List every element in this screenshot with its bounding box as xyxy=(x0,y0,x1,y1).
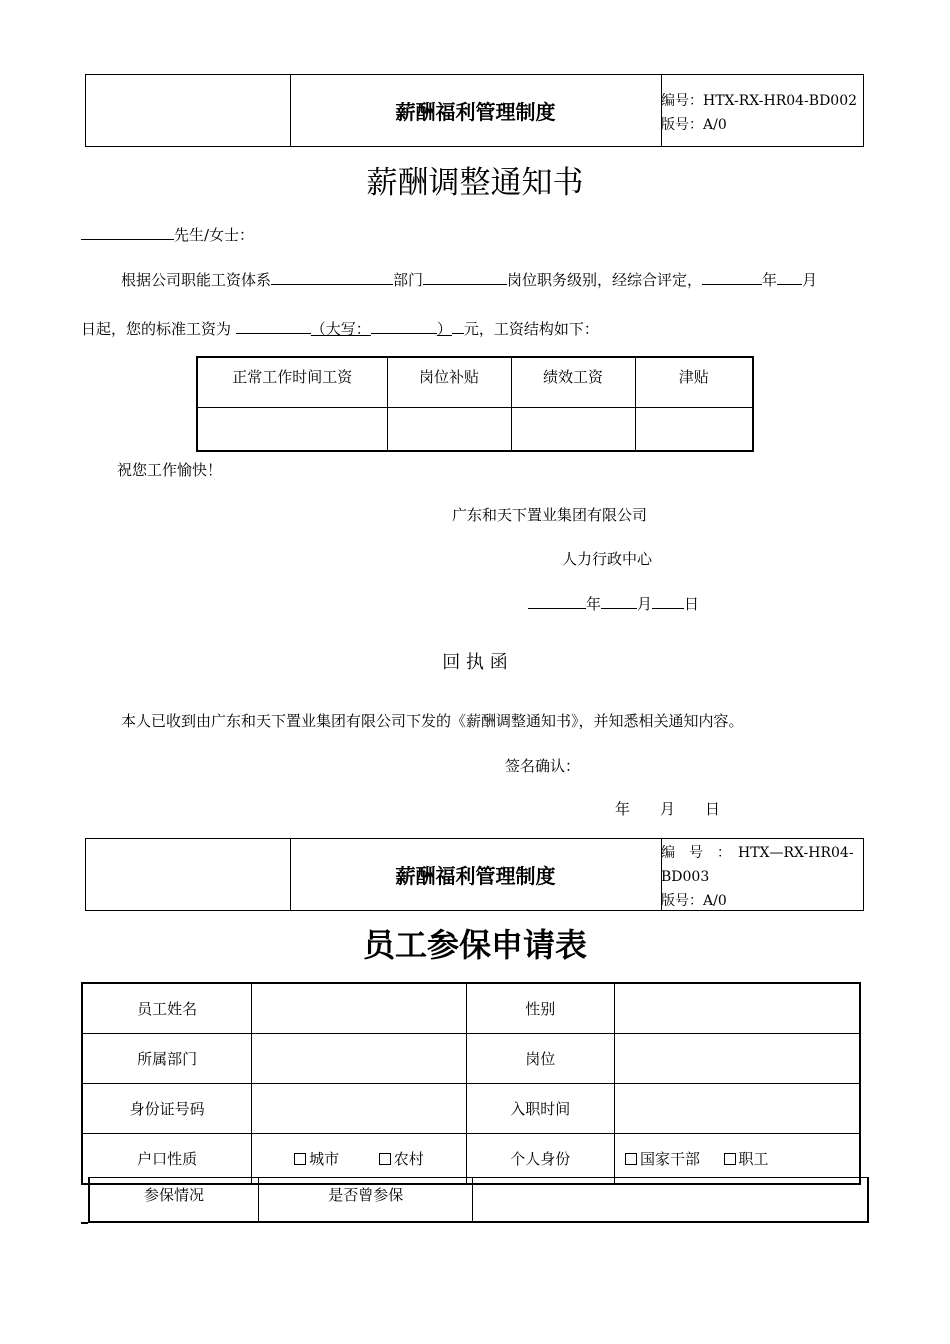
name-blank[interactable] xyxy=(81,223,174,240)
gender-input[interactable] xyxy=(614,983,860,1034)
header-logo-cell xyxy=(86,75,291,146)
p1-month: 月 xyxy=(802,271,818,289)
department-input[interactable] xyxy=(252,1034,466,1084)
field-label: 户口性质 xyxy=(82,1134,252,1185)
field-label: 身份证号码 xyxy=(82,1084,252,1134)
field-label: 入职时间 xyxy=(466,1084,614,1134)
checkbox-rural[interactable] xyxy=(379,1153,391,1165)
name-input[interactable] xyxy=(252,983,466,1034)
sign-confirm: 签名确认： xyxy=(505,757,581,775)
field-label: 性别 xyxy=(466,983,614,1034)
option-label: 农村 xyxy=(393,1150,424,1168)
p1-text-b: 部门 xyxy=(393,271,424,289)
checkbox-cadre[interactable] xyxy=(625,1153,637,1165)
position-input[interactable] xyxy=(614,1034,860,1084)
header-meta xyxy=(661,75,864,146)
header-logo-cell xyxy=(86,839,291,910)
salutation-line xyxy=(81,223,254,245)
paragraph-line-2 xyxy=(81,317,599,339)
p2-text-a: 日起，您的标准工资为 xyxy=(81,320,232,338)
option-label: 城市 xyxy=(309,1150,340,1168)
daxie-blank[interactable] xyxy=(371,317,437,334)
field-label: 员工姓名 xyxy=(82,983,252,1034)
date-year: 年 xyxy=(586,595,602,613)
table-cell[interactable] xyxy=(635,407,753,451)
previously-insured-input[interactable] xyxy=(473,1178,868,1222)
p1-text-c: 岗位职务级别，经综合评定， xyxy=(507,271,703,289)
p1-text-a: 根据公司职能工资体系 xyxy=(121,271,272,289)
checkbox-worker[interactable] xyxy=(724,1153,736,1165)
header-version: 版号：A/0 xyxy=(661,893,727,909)
field-label: 是否曾参保 xyxy=(258,1178,473,1222)
month-blank[interactable] xyxy=(777,268,802,285)
trailing-blank xyxy=(452,317,464,334)
col-header: 正常工作时间工资 xyxy=(197,357,387,407)
date-month-blank[interactable] xyxy=(601,592,637,609)
header-meta xyxy=(661,839,864,910)
p2-daxie: （大写： xyxy=(310,320,371,338)
table-row xyxy=(82,1084,860,1134)
col-header: 岗位补贴 xyxy=(387,357,511,407)
salary-structure-table xyxy=(196,356,754,452)
header-code: 编 号 ： HTX—RX-HR04- xyxy=(661,845,854,861)
table-row xyxy=(89,1178,868,1222)
date-year-blank[interactable] xyxy=(528,592,586,609)
date-day: 日 xyxy=(684,595,700,613)
header-code-cont: BD003 xyxy=(661,869,710,885)
receipt-title: 回 执 函 xyxy=(442,652,508,673)
salutation: 先生/女士： xyxy=(174,226,255,244)
hire-date-input[interactable] xyxy=(614,1084,860,1134)
date-day-blank[interactable] xyxy=(652,592,684,609)
checkbox-city[interactable] xyxy=(294,1153,306,1165)
p2-text-b: 元，工资结构如下： xyxy=(463,320,599,338)
table-row xyxy=(197,357,753,407)
receipt-date: 年 月 日 xyxy=(615,800,721,818)
header-title: 薪酬福利管理制度 xyxy=(290,839,662,910)
doc-header-1 xyxy=(85,74,864,147)
dept-blank[interactable] xyxy=(423,268,507,285)
receipt-body: 本人已收到由广东和天下置业集团有限公司下发的《薪酬调整通知书》，并知悉相关通知内容。 xyxy=(121,712,744,730)
field-label: 参保情况 xyxy=(89,1178,258,1222)
dept-name: 人力行政中心 xyxy=(562,550,653,568)
table-row xyxy=(82,1034,860,1084)
insurance-title: 员工参保申请表 xyxy=(362,926,587,964)
field-label: 岗位 xyxy=(466,1034,614,1084)
insurance-table xyxy=(81,982,861,1185)
table-cell[interactable] xyxy=(387,407,511,451)
doc-header-2 xyxy=(85,838,864,911)
col-header: 津贴 xyxy=(635,357,753,407)
system-blank[interactable] xyxy=(271,268,393,285)
insurance-table-continued xyxy=(88,1177,869,1223)
header-code: 编号：HTX-RX-HR04-BD002 xyxy=(661,93,858,109)
col-header: 绩效工资 xyxy=(511,357,635,407)
table-row xyxy=(197,407,753,451)
p1-year: 年 xyxy=(762,271,778,289)
field-label: 个人身份 xyxy=(466,1134,614,1185)
company-name: 广东和天下置业集团有限公司 xyxy=(452,506,648,524)
table-row xyxy=(82,983,860,1034)
header-title: 薪酬福利管理制度 xyxy=(290,75,662,146)
p2-close: ） xyxy=(436,320,452,338)
field-label: 所属部门 xyxy=(82,1034,252,1084)
id-number-input[interactable] xyxy=(252,1084,466,1134)
header-version: 版号：A/0 xyxy=(661,117,727,133)
notice-title: 薪酬调整通知书 xyxy=(366,165,584,201)
notice-date xyxy=(528,592,699,614)
paragraph-line-1 xyxy=(121,268,817,290)
option-label: 国家干部 xyxy=(639,1150,700,1168)
table-cell[interactable] xyxy=(197,407,387,451)
date-month: 月 xyxy=(637,595,653,613)
wish-text: 祝您工作愉快！ xyxy=(117,461,223,479)
option-label: 职工 xyxy=(738,1150,769,1168)
salary-blank[interactable] xyxy=(236,317,311,334)
table-cell[interactable] xyxy=(511,407,635,451)
year-blank[interactable] xyxy=(702,268,762,285)
table-edge-mark xyxy=(81,1222,88,1224)
